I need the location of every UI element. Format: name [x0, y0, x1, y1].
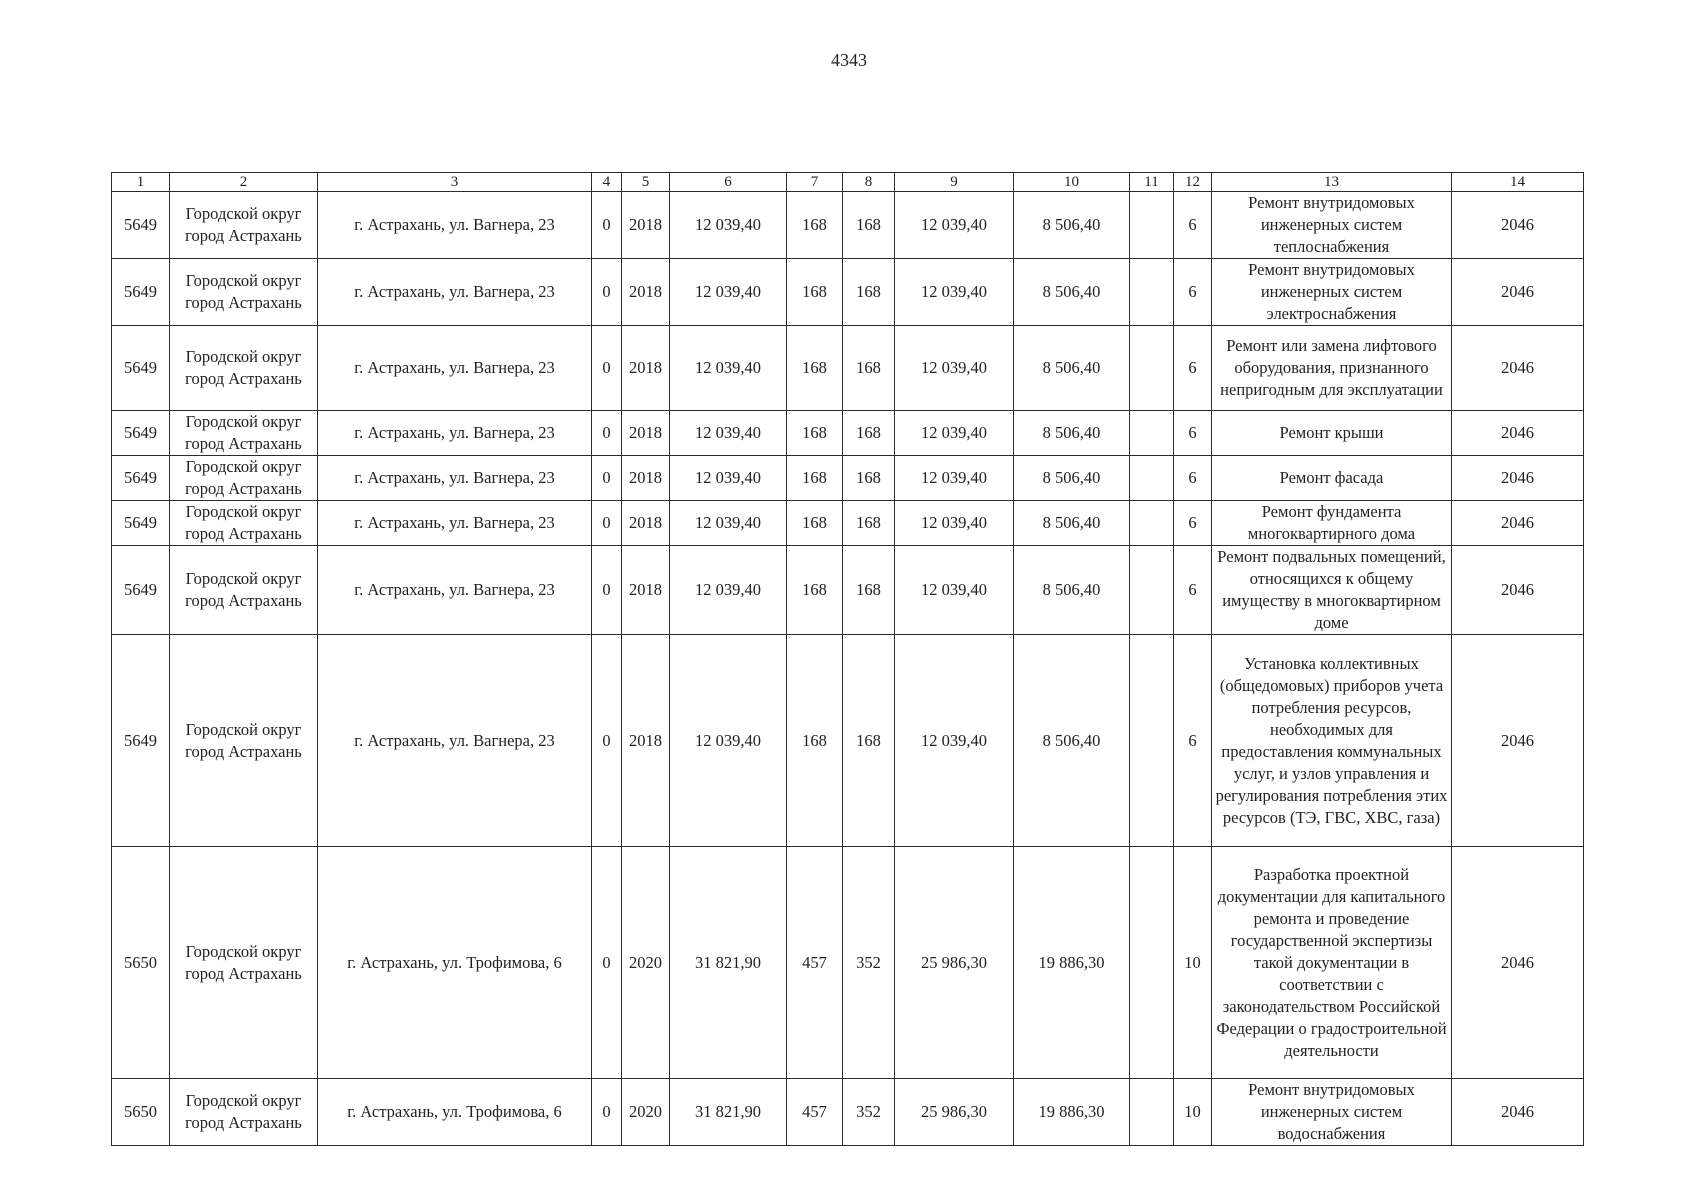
col7-cell: 168 — [787, 546, 843, 635]
col4-cell: 0 — [592, 847, 622, 1079]
year-cell: 2018 — [622, 635, 670, 847]
col10-cell: 8 506,40 — [1014, 456, 1130, 501]
address-cell: г. Астрахань, ул. Трофимова, 6 — [318, 1079, 592, 1146]
col6-cell: 31 821,90 — [670, 1079, 787, 1146]
col9-cell: 12 039,40 — [895, 259, 1014, 326]
address-cell: г. Астрахань, ул. Вагнера, 23 — [318, 259, 592, 326]
col10-cell: 8 506,40 — [1014, 546, 1130, 635]
column-number: 5 — [622, 173, 670, 192]
work-type-cell: Ремонт крыши — [1212, 411, 1452, 456]
col8-cell: 168 — [843, 501, 895, 546]
column-number: 14 — [1452, 173, 1584, 192]
house-id-cell: 5649 — [112, 259, 170, 326]
col8-cell: 168 — [843, 259, 895, 326]
municipality-cell: Городской округ город Астрахань — [170, 326, 318, 411]
col7-cell: 168 — [787, 192, 843, 259]
col8-cell: 168 — [843, 546, 895, 635]
col9-cell: 12 039,40 — [895, 326, 1014, 411]
col7-cell: 168 — [787, 635, 843, 847]
col9-cell: 12 039,40 — [895, 192, 1014, 259]
column-number: 3 — [318, 173, 592, 192]
col8-cell: 168 — [843, 411, 895, 456]
col8-cell: 352 — [843, 847, 895, 1079]
table-row — [112, 847, 1584, 1079]
col4-cell: 0 — [592, 1079, 622, 1146]
municipality-cell: Городской округ город Астрахань — [170, 456, 318, 501]
table-row — [112, 501, 1584, 546]
col11-cell — [1130, 546, 1174, 635]
col6-cell: 12 039,40 — [670, 456, 787, 501]
column-number: 11 — [1130, 173, 1174, 192]
col4-cell: 0 — [592, 411, 622, 456]
col10-cell: 8 506,40 — [1014, 192, 1130, 259]
year-cell: 2018 — [622, 456, 670, 501]
col11-cell — [1130, 635, 1174, 847]
year-cell: 2018 — [622, 546, 670, 635]
col7-cell: 168 — [787, 259, 843, 326]
col14-cell: 2046 — [1452, 847, 1584, 1079]
house-id-cell: 5650 — [112, 847, 170, 1079]
col4-cell: 0 — [592, 326, 622, 411]
col8-cell: 168 — [843, 192, 895, 259]
year-cell: 2018 — [622, 411, 670, 456]
table-row — [112, 1079, 1584, 1146]
col6-cell: 12 039,40 — [670, 326, 787, 411]
year-cell: 2018 — [622, 501, 670, 546]
table-row — [112, 259, 1584, 326]
house-id-cell: 5650 — [112, 1079, 170, 1146]
col14-cell: 2046 — [1452, 1079, 1584, 1146]
address-cell: г. Астрахань, ул. Вагнера, 23 — [318, 546, 592, 635]
house-id-cell: 5649 — [112, 326, 170, 411]
col11-cell — [1130, 456, 1174, 501]
col4-cell: 0 — [592, 192, 622, 259]
address-cell: г. Астрахань, ул. Вагнера, 23 — [318, 192, 592, 259]
col9-cell: 12 039,40 — [895, 456, 1014, 501]
page-number: 4343 — [831, 50, 867, 70]
col12-cell: 6 — [1174, 192, 1212, 259]
municipality-cell: Городской округ город Астрахань — [170, 411, 318, 456]
col6-cell: 12 039,40 — [670, 259, 787, 326]
col9-cell: 12 039,40 — [895, 635, 1014, 847]
work-type-cell: Ремонт подвальных помещений, относящихся к общему имуществу в многоквартирном доме — [1212, 546, 1452, 635]
house-id-cell: 5649 — [112, 456, 170, 501]
col4-cell: 0 — [592, 259, 622, 326]
col12-cell: 10 — [1174, 1079, 1212, 1146]
column-number: 8 — [843, 173, 895, 192]
col10-cell: 8 506,40 — [1014, 635, 1130, 847]
col12-cell: 6 — [1174, 411, 1212, 456]
column-number-row — [112, 173, 1584, 192]
col12-cell: 6 — [1174, 259, 1212, 326]
house-id-cell: 5649 — [112, 501, 170, 546]
col11-cell — [1130, 411, 1174, 456]
col11-cell — [1130, 501, 1174, 546]
col14-cell: 2046 — [1452, 546, 1584, 635]
address-cell: г. Астрахань, ул. Трофимова, 6 — [318, 847, 592, 1079]
table-row — [112, 326, 1584, 411]
col14-cell: 2046 — [1452, 456, 1584, 501]
col6-cell: 12 039,40 — [670, 192, 787, 259]
col12-cell: 6 — [1174, 326, 1212, 411]
municipality-cell: Городской округ город Астрахань — [170, 847, 318, 1079]
col4-cell: 0 — [592, 501, 622, 546]
work-type-cell: Ремонт внутридомовых инженерных систем электроснабжения — [1212, 259, 1452, 326]
col7-cell: 168 — [787, 411, 843, 456]
col10-cell: 8 506,40 — [1014, 501, 1130, 546]
col12-cell: 6 — [1174, 501, 1212, 546]
work-type-cell: Ремонт внутридомовых инженерных систем водоснабжения — [1212, 1079, 1452, 1146]
address-cell: г. Астрахань, ул. Вагнера, 23 — [318, 456, 592, 501]
house-id-cell: 5649 — [112, 192, 170, 259]
col11-cell — [1130, 259, 1174, 326]
col6-cell: 12 039,40 — [670, 411, 787, 456]
work-type-cell: Ремонт внутридомовых инженерных систем теплоснабжения — [1212, 192, 1452, 259]
column-number: 6 — [670, 173, 787, 192]
col6-cell: 12 039,40 — [670, 635, 787, 847]
col12-cell: 10 — [1174, 847, 1212, 1079]
col12-cell: 6 — [1174, 635, 1212, 847]
col8-cell: 168 — [843, 326, 895, 411]
house-id-cell: 5649 — [112, 546, 170, 635]
col9-cell: 25 986,30 — [895, 847, 1014, 1079]
house-id-cell: 5649 — [112, 411, 170, 456]
col9-cell: 12 039,40 — [895, 546, 1014, 635]
col8-cell: 168 — [843, 456, 895, 501]
address-cell: г. Астрахань, ул. Вагнера, 23 — [318, 635, 592, 847]
municipality-cell: Городской округ город Астрахань — [170, 501, 318, 546]
col14-cell: 2046 — [1452, 326, 1584, 411]
col9-cell: 25 986,30 — [895, 1079, 1014, 1146]
address-cell: г. Астрахань, ул. Вагнера, 23 — [318, 411, 592, 456]
table-row — [112, 635, 1584, 847]
col7-cell: 457 — [787, 847, 843, 1079]
house-id-cell: 5649 — [112, 635, 170, 847]
municipality-cell: Городской округ город Астрахань — [170, 546, 318, 635]
year-cell: 2018 — [622, 192, 670, 259]
register-table — [111, 172, 1584, 1146]
col14-cell: 2046 — [1452, 411, 1584, 456]
work-type-cell: Ремонт или замена лифтового оборудования, признанного непригодным для эксплуатации — [1212, 326, 1452, 411]
column-number: 2 — [170, 173, 318, 192]
column-number: 12 — [1174, 173, 1212, 192]
col9-cell: 12 039,40 — [895, 411, 1014, 456]
col10-cell: 8 506,40 — [1014, 259, 1130, 326]
col11-cell — [1130, 192, 1174, 259]
work-type-cell: Установка коллективных (общедомовых) приборов учета потребления ресурсов, необходимых для предоставления коммунальных услуг, и узлов управления и регулирования потребления этих ресурсов (ТЭ, ГВС, ХВС, газа) — [1212, 635, 1452, 847]
col8-cell: 168 — [843, 635, 895, 847]
col6-cell: 12 039,40 — [670, 501, 787, 546]
year-cell: 2018 — [622, 326, 670, 411]
table-row — [112, 546, 1584, 635]
work-type-cell: Ремонт фасада — [1212, 456, 1452, 501]
col4-cell: 0 — [592, 546, 622, 635]
col7-cell: 168 — [787, 456, 843, 501]
col7-cell: 457 — [787, 1079, 843, 1146]
col9-cell: 12 039,40 — [895, 501, 1014, 546]
col7-cell: 168 — [787, 326, 843, 411]
col10-cell: 19 886,30 — [1014, 1079, 1130, 1146]
col10-cell: 19 886,30 — [1014, 847, 1130, 1079]
column-number: 1 — [112, 173, 170, 192]
col14-cell: 2046 — [1452, 259, 1584, 326]
municipality-cell: Городской округ город Астрахань — [170, 259, 318, 326]
col14-cell: 2046 — [1452, 635, 1584, 847]
col12-cell: 6 — [1174, 546, 1212, 635]
table-row — [112, 192, 1584, 259]
work-type-cell: Разработка проектной документации для капитального ремонта и проведение государственной экспертизы такой документации в соответствии с законодательством Российской Федерации о градостроительной деятельности — [1212, 847, 1452, 1079]
col10-cell: 8 506,40 — [1014, 411, 1130, 456]
col11-cell — [1130, 847, 1174, 1079]
address-cell: г. Астрахань, ул. Вагнера, 23 — [318, 501, 592, 546]
col6-cell: 31 821,90 — [670, 847, 787, 1079]
col4-cell: 0 — [592, 456, 622, 501]
municipality-cell: Городской округ город Астрахань — [170, 635, 318, 847]
column-number: 13 — [1212, 173, 1452, 192]
col14-cell: 2046 — [1452, 192, 1584, 259]
column-number: 7 — [787, 173, 843, 192]
col10-cell: 8 506,40 — [1014, 326, 1130, 411]
work-type-cell: Ремонт фундамента многоквартирного дома — [1212, 501, 1452, 546]
col7-cell: 168 — [787, 501, 843, 546]
col14-cell: 2046 — [1452, 501, 1584, 546]
col6-cell: 12 039,40 — [670, 546, 787, 635]
municipality-cell: Городской округ город Астрахань — [170, 1079, 318, 1146]
column-number: 4 — [592, 173, 622, 192]
col4-cell: 0 — [592, 635, 622, 847]
col12-cell: 6 — [1174, 456, 1212, 501]
col8-cell: 352 — [843, 1079, 895, 1146]
column-number: 10 — [1014, 173, 1130, 192]
column-number: 9 — [895, 173, 1014, 192]
municipality-cell: Городской округ город Астрахань — [170, 192, 318, 259]
col11-cell — [1130, 326, 1174, 411]
table-row — [112, 456, 1584, 501]
table-row — [112, 411, 1584, 456]
year-cell: 2020 — [622, 1079, 670, 1146]
address-cell: г. Астрахань, ул. Вагнера, 23 — [318, 326, 592, 411]
col11-cell — [1130, 1079, 1174, 1146]
year-cell: 2018 — [622, 259, 670, 326]
year-cell: 2020 — [622, 847, 670, 1079]
